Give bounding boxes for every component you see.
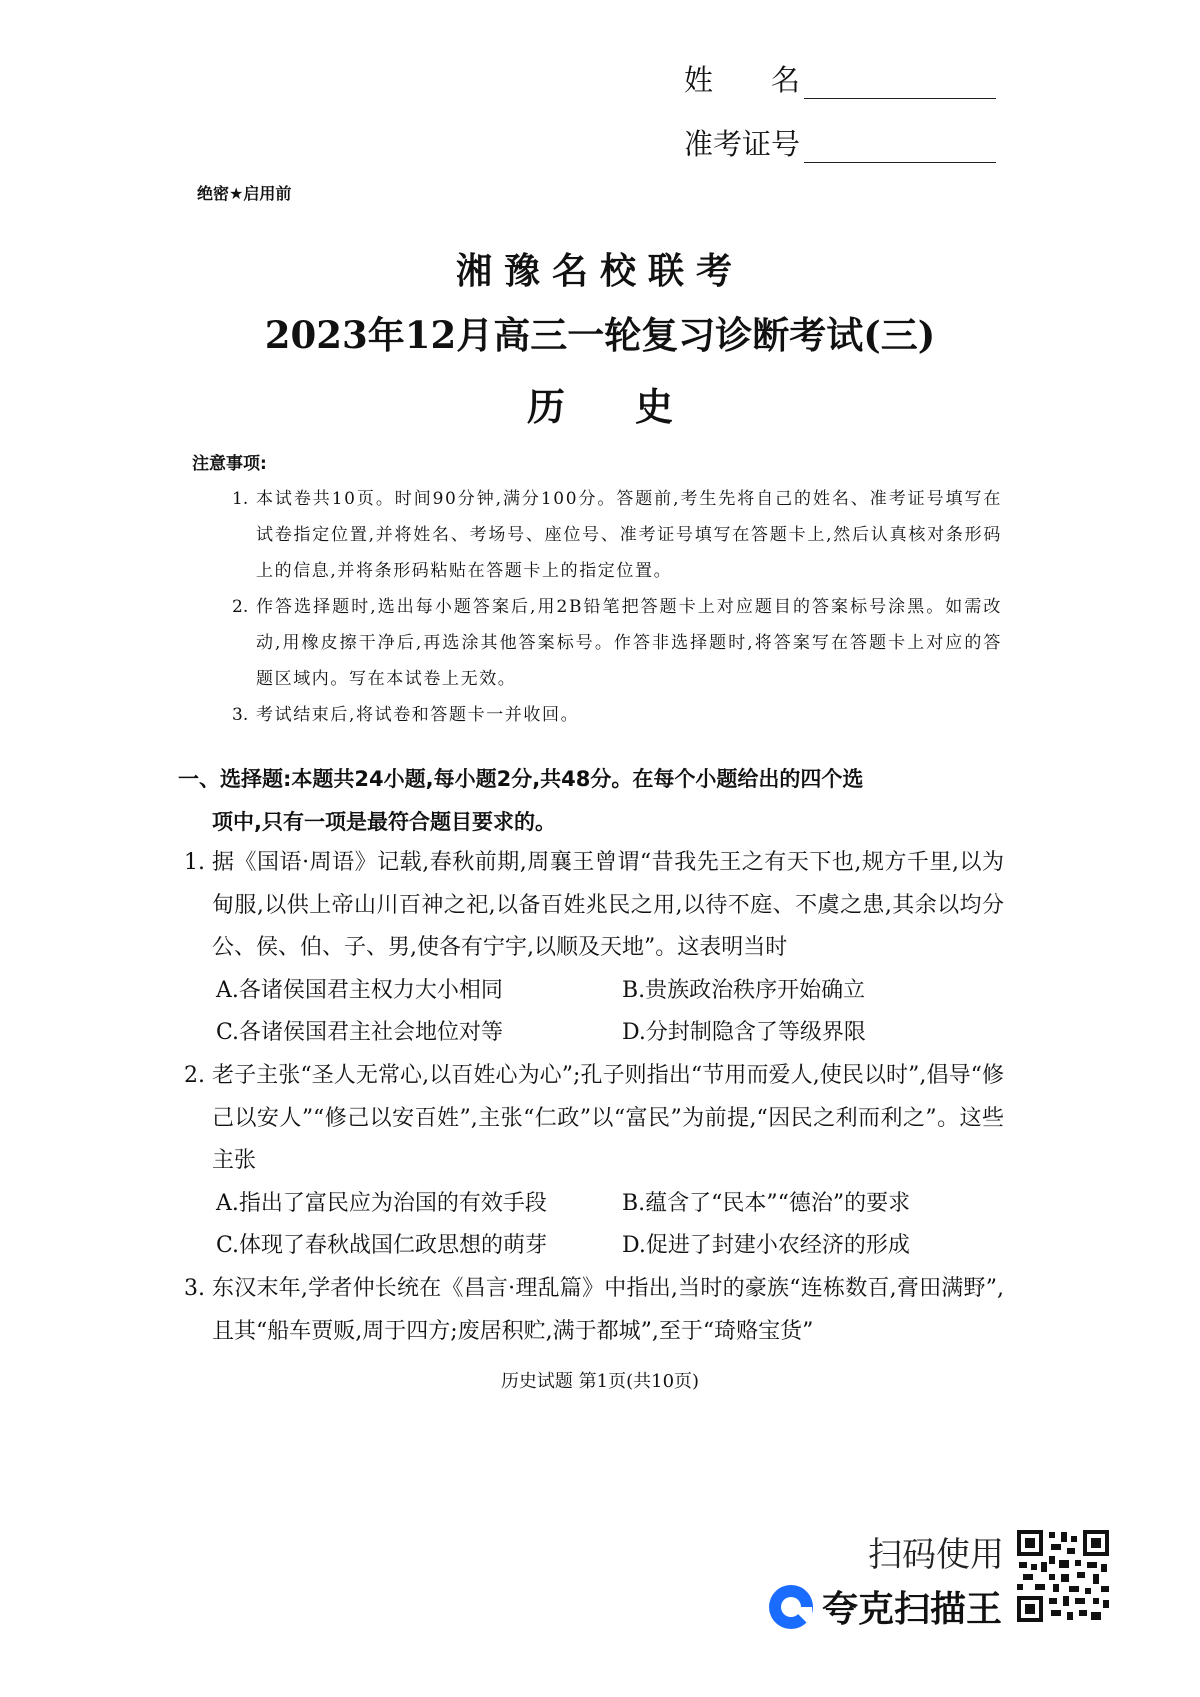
qr-code-icon[interactable] [1015,1528,1111,1624]
notice-list [232,481,1002,733]
option-d[interactable]: D.促进了封建小农经济的形成 [622,1233,910,1258]
subject-title: 历史 [526,384,743,429]
question-text: 据《国语·周语》记载,春秋前期,周襄王曾谓“昔我先王之有天下也,规方千里,以为甸服,以供上帝山川百神之祀,以备百姓兆民之用,以待不庭、不虞之患,其余以均分公、侯、伯、子、男,使各有宁宇,以顺及天地”。这表明当时 [212,850,1004,960]
notice-heading: 注意事项: [192,454,267,474]
question-1 [184,842,1004,1055]
question-2 [184,1055,1004,1268]
section-heading-line2: 项中,只有一项是最符合题目要求的。 [212,810,556,834]
scan-prompt: 扫码使用 [868,1535,1004,1575]
option-a[interactable]: A.指出了富民应为治国的有效手段 [216,1190,547,1216]
notice-item-number: 3. [232,705,249,725]
question-stem [184,842,1004,970]
notice-item-number: 2. [232,597,249,617]
id-label: 准考证号 [684,127,801,161]
option-b[interactable]: B.蕴含了“民本”“德治”的要求 [622,1190,911,1216]
option-c[interactable]: C.各诸侯国君主社会地位对等 [216,1020,504,1045]
option-d[interactable]: D.分封制隐含了等级界限 [622,1020,866,1045]
brand-name: 夸克扫描王 [822,1589,1003,1630]
exam-org-title: 湘豫名校联考 [455,250,744,292]
notice-item-text: 作答选择题时,选出每小题答案后,用2B铅笔把答题卡上对应题目的答案标号涂黑。如需改动,用橡皮擦干净后,再选涂其他答案标号。作答非选择题时,将答案写在答题卡上对应的答题区域内。写在本试卷上无效。 [256,597,1002,689]
question-text: 东汉末年,学者仲长统在《昌言·理乱篇》中指出,当时的豪族“连栋数百,膏田满野”,且其“船车贾贩,周于四方;废居积贮,满于都城”,至于“琦赂宝货” [212,1276,1004,1344]
scanner-brand [768,1581,1002,1632]
name-blank-line[interactable] [804,68,996,99]
question-3 [184,1268,1004,1353]
brand-logo-icon [768,1584,814,1630]
notice-item-text: 本试卷共10页。时间90分钟,满分100分。答题前,考生先将自己的姓名、准考证号填写在试卷指定位置,并将姓名、考场号、座位号、准考证号填写在答题卡上,然后认真核对条形码上的信息,并将条形码粘贴在答题卡上的指定位置。 [256,489,1002,581]
question-number: 3. [184,1276,205,1301]
option-b[interactable]: B.贵族政治秩序开始确立 [622,977,866,1003]
exam-title: 2023年12月高三一轮复习诊断考试(三) [264,313,936,357]
notice-item-number: 1. [232,489,249,509]
id-blank-line[interactable] [804,132,996,163]
name-label: 姓 名 [684,63,801,97]
question-options [184,1183,1004,1268]
notice-item-text: 考试结束后,将试卷和答题卡一并收回。 [256,705,580,725]
question-number: 1. [184,850,205,875]
question-stem [184,1268,1004,1353]
notice-item [232,589,1002,697]
notice-item [232,481,1002,589]
question-text: 老子主张“圣人无常心,以百姓心为心”;孔子则指出“节用而爱人,使民以时”,倡导“修己以安人”“修己以安百姓”,主张“仁政”以“富民”为前提,“因民之利而利之”。这些主张 [212,1063,1004,1173]
question-options [184,970,1004,1055]
question-stem [184,1055,1004,1183]
notice-item [232,697,1002,733]
section-heading-line1: 一、选择题:本题共24小题,每小题2分,共48分。在每个小题给出的四个选 [178,767,864,791]
secret-mark: 绝密★启用前 [197,184,292,203]
id-field[interactable] [684,122,996,163]
name-field[interactable] [684,58,996,99]
option-c[interactable]: C.体现了春秋战国仁政思想的萌芽 [216,1233,548,1258]
section-heading [178,758,1003,844]
option-a[interactable]: A.各诸侯国君主权力大小相同 [216,977,503,1003]
question-number: 2. [184,1063,205,1088]
page-footer: 历史试题 第1页(共10页) [500,1371,700,1392]
